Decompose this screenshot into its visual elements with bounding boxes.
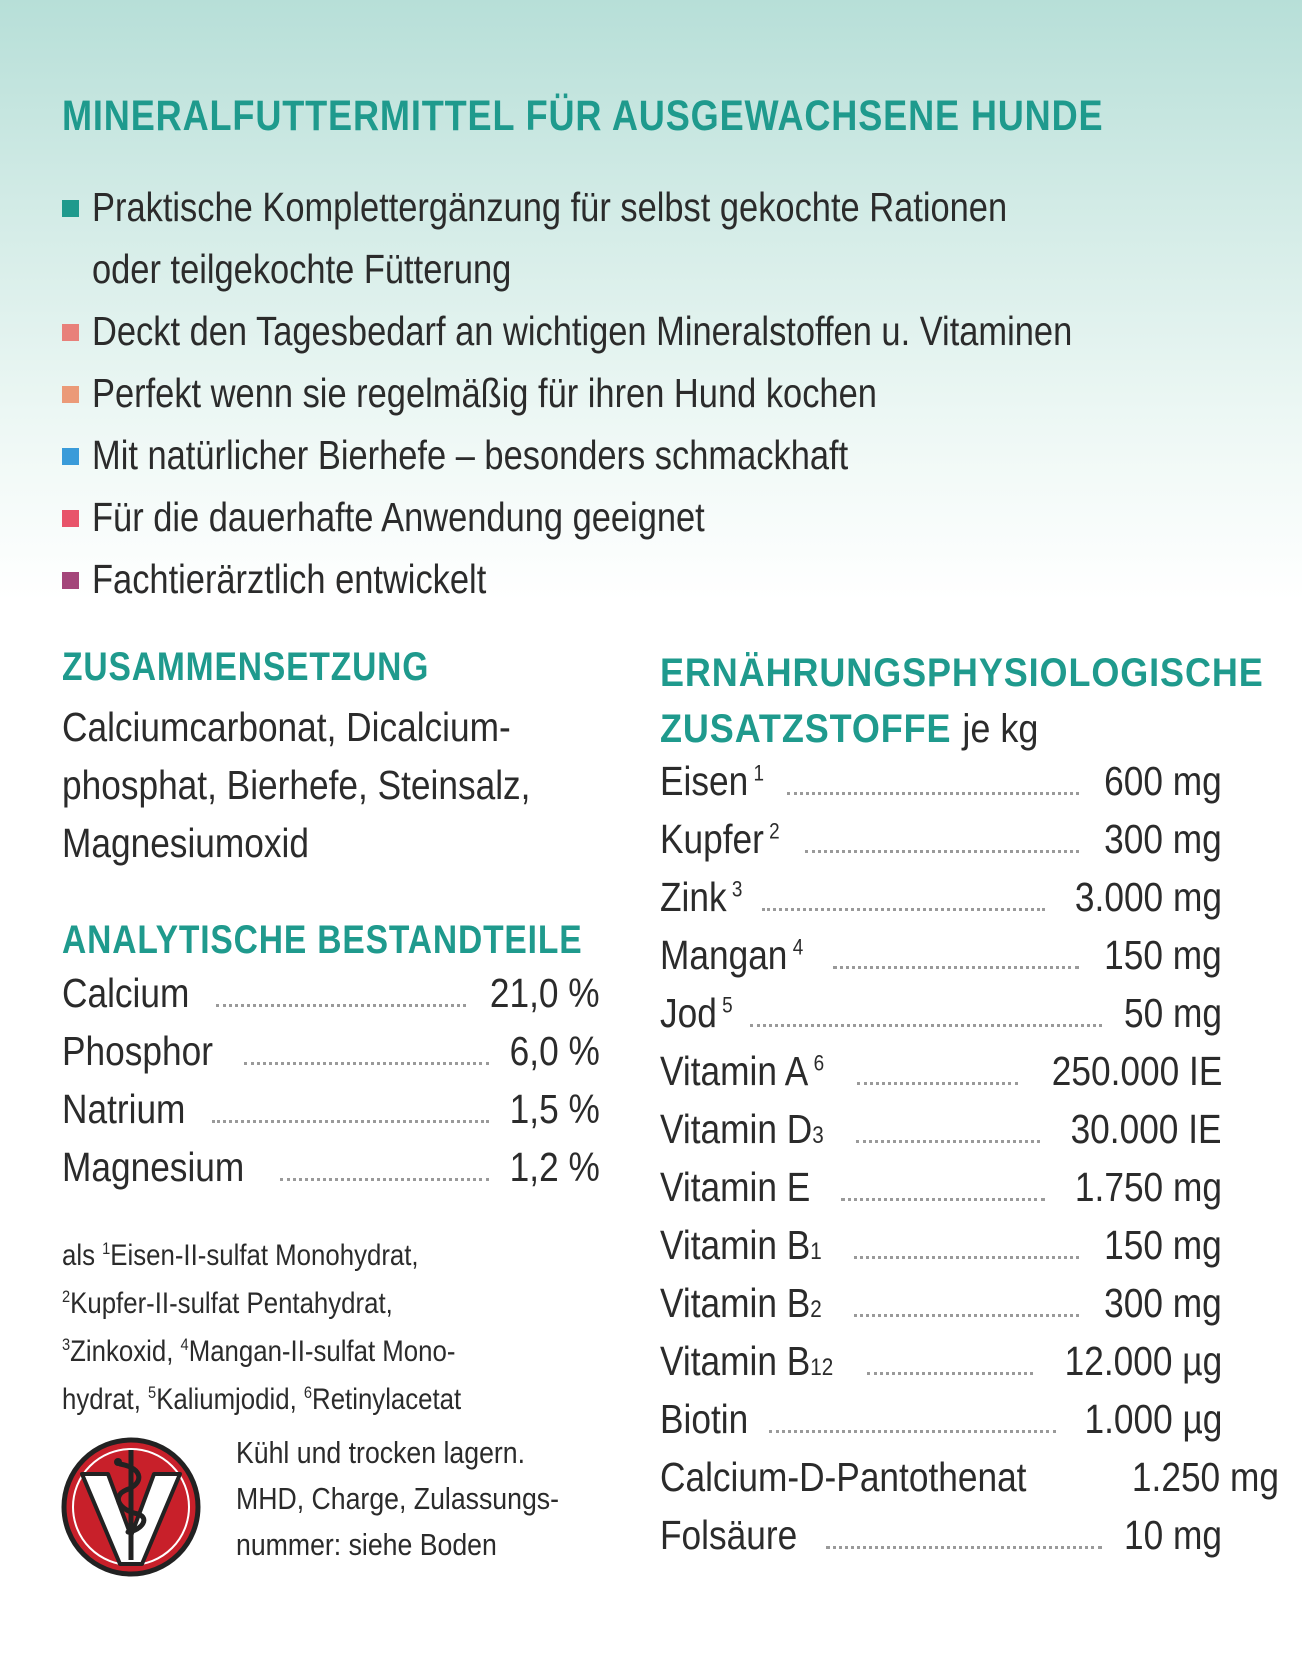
benefit-item	[62, 424, 1222, 486]
row-value: 1.250 mg	[1132, 1454, 1280, 1500]
row-label: Magnesium	[62, 1144, 245, 1190]
row-label: Vitamin B2	[660, 1280, 822, 1326]
dot-leader	[280, 1178, 489, 1181]
additive-row	[660, 1338, 1222, 1396]
row-label: Vitamin B1	[660, 1222, 822, 1268]
additive-row	[660, 874, 1222, 932]
composition-line: Calciumcarbonat, Dicalcium-	[62, 704, 511, 750]
additive-row	[660, 758, 1222, 816]
benefit-item	[62, 176, 1222, 300]
dot-leader	[856, 1140, 1040, 1143]
row-label: Zink $^3$	[660, 874, 743, 920]
row-label: Jod $^5$	[660, 990, 733, 1036]
storage-line: nummer: siehe Boden	[236, 1527, 497, 1562]
dot-leader	[762, 908, 1045, 911]
row-label: Calcium-D-Pantothenat	[660, 1454, 1027, 1500]
dot-leader	[1092, 1488, 1102, 1491]
square-bullet-icon	[62, 200, 79, 217]
row-value: 300 mg	[1104, 816, 1222, 862]
benefit-text: Perfekt wenn sie regelmäßig für ihren Hund kochen	[92, 370, 877, 416]
row-value: 250.000 IE	[1051, 1048, 1222, 1094]
composition-heading: ZUSAMMENSETZUNG	[62, 645, 430, 689]
row-value: 12.000 µg	[1064, 1338, 1222, 1384]
additive-row	[660, 932, 1222, 990]
additive-row	[660, 1164, 1222, 1222]
row-value: 1,5 %	[509, 1086, 600, 1132]
footnote-line: $^3$Zinkoxid, $^4$Mangan-II-sulfat Mono-	[62, 1335, 456, 1368]
additives-table	[660, 758, 1280, 1570]
analytical-row	[62, 1028, 600, 1086]
dot-leader	[750, 1024, 1102, 1027]
additives-heading: ERNÄHRUNGSPHYSIOLOGISCHE ZUSATZSTOFFE je kg	[660, 651, 1264, 751]
footnote	[62, 1228, 622, 1420]
row-value: 21,0 %	[490, 970, 600, 1016]
row-label: Vitamin E	[660, 1164, 811, 1210]
dot-leader	[212, 1120, 490, 1123]
dot-leader	[244, 1062, 490, 1065]
square-bullet-icon	[62, 510, 79, 527]
additive-row	[660, 1222, 1222, 1280]
row-value: 300 mg	[1104, 1280, 1222, 1326]
dot-leader	[857, 1082, 1018, 1085]
dot-leader	[769, 1430, 1056, 1433]
square-bullet-icon	[62, 324, 79, 341]
product-title: MINERALFUTTERMITTEL FÜR AUSGEWACHSENE HUNDE	[62, 92, 1104, 140]
row-value: 50 mg	[1124, 990, 1222, 1036]
row-label: Kupfer $^2$	[660, 816, 780, 862]
analytical-row	[62, 1144, 600, 1202]
row-label: Mangan $^4$	[660, 932, 804, 978]
storage-line: Kühl und trocken lagern.	[236, 1435, 526, 1470]
composition-text	[62, 698, 662, 872]
footnote-line: $^2$Kupfer-II-sulfat Pentahydrat,	[62, 1287, 393, 1320]
row-value: 150 mg	[1104, 1222, 1222, 1268]
dot-leader	[216, 1004, 466, 1007]
storage-info	[236, 1430, 636, 1568]
storage-line: MHD, Charge, Zulassungs-	[236, 1481, 559, 1516]
benefit-text: Für die dauerhafte Anwendung geeignet	[92, 494, 705, 540]
benefit-text: Mit natürlicher Bierhefe – besonders schmackhaft	[92, 432, 849, 478]
analytical-row	[62, 1086, 600, 1144]
row-value: 3.000 mg	[1074, 874, 1222, 920]
dot-leader	[854, 1256, 1079, 1259]
row-value: 30.000 IE	[1071, 1106, 1222, 1152]
dot-leader	[833, 966, 1080, 969]
analytical-table	[62, 970, 600, 1202]
row-label: Natrium	[62, 1086, 186, 1132]
composition-line: phosphat, Bierhefe, Steinsalz,	[62, 762, 531, 808]
row-label: Folsäure	[660, 1512, 798, 1558]
square-bullet-icon	[62, 572, 79, 589]
footnote-line: hydrat, $^5$Kaliumjodid, $^6$Retinylacetat	[62, 1383, 462, 1416]
row-label: Vitamin D3	[660, 1106, 824, 1152]
additive-row	[660, 990, 1222, 1048]
footnote-line: als $^1$Eisen-II-sulfat Monohydrat,	[62, 1239, 419, 1272]
benefit-text: Fachtierärztlich entwickelt	[92, 556, 487, 602]
benefit-item	[62, 486, 1222, 548]
row-value: 1.000 µg	[1084, 1396, 1222, 1442]
additive-row	[660, 1454, 1280, 1512]
row-value: 1,2 %	[509, 1144, 600, 1190]
row-label: Vitamin B12	[660, 1338, 834, 1384]
benefit-item	[62, 362, 1222, 424]
benefit-item	[62, 548, 1222, 610]
row-label: Phosphor	[62, 1028, 213, 1074]
dot-leader	[787, 792, 1079, 795]
additive-row	[660, 1396, 1222, 1454]
row-value: 1.750 mg	[1074, 1164, 1222, 1210]
benefit-text: Deckt den Tagesbedarf an wichtigen Mineralstoffen u. Vitaminen	[92, 308, 1073, 354]
benefit-list	[62, 176, 1222, 610]
additive-row	[660, 1048, 1222, 1106]
dot-leader	[826, 1546, 1103, 1549]
row-value: 6,0 %	[509, 1028, 600, 1074]
analytical-heading: ANALYTISCHE BESTANDTEILE	[62, 918, 583, 962]
analytical-row	[62, 970, 600, 1028]
composition-line: Magnesiumoxid	[62, 820, 309, 866]
additives-unit: je kg	[962, 707, 1039, 751]
square-bullet-icon	[62, 448, 79, 465]
additive-row	[660, 1106, 1222, 1164]
additive-row	[660, 1512, 1222, 1570]
benefit-item	[62, 300, 1222, 362]
benefit-text: oder teilgekochte Fütterung	[92, 246, 512, 292]
dot-leader	[854, 1314, 1079, 1317]
row-value: 600 mg	[1104, 758, 1222, 804]
dot-leader	[841, 1198, 1045, 1201]
square-bullet-icon	[62, 386, 79, 403]
additive-row	[660, 816, 1222, 874]
dot-leader	[867, 1372, 1032, 1375]
benefit-text: Praktische Komplettergänzung für selbst gekochte Rationen	[92, 184, 1008, 230]
row-label: Calcium	[62, 970, 190, 1016]
row-label: Biotin	[660, 1396, 749, 1442]
additive-row	[660, 1280, 1222, 1338]
row-label: Eisen $^1$	[660, 758, 765, 804]
vet-staff-v-logo-icon	[60, 1436, 202, 1578]
dot-leader	[805, 850, 1079, 853]
row-label: Vitamin A $^6$	[660, 1048, 825, 1094]
row-value: 10 mg	[1124, 1512, 1222, 1558]
row-value: 150 mg	[1104, 932, 1222, 978]
